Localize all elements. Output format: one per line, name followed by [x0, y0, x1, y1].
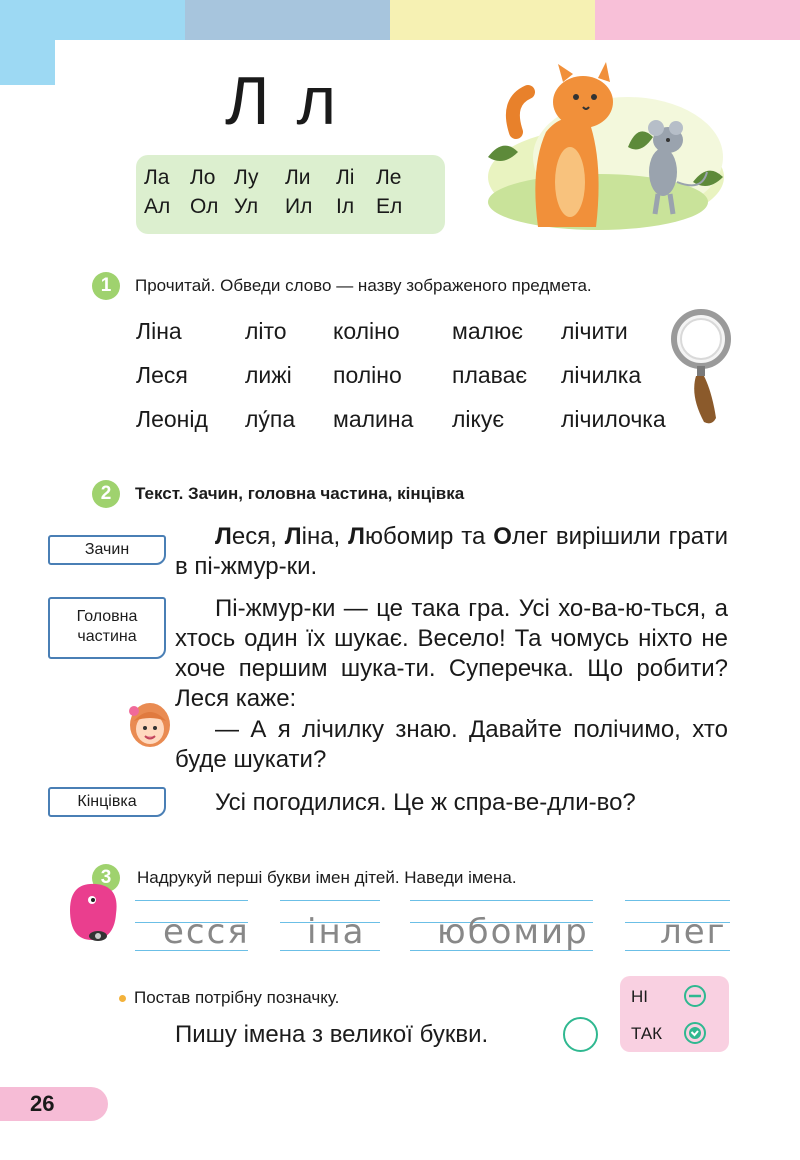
word[interactable]: Ліна [136, 318, 182, 344]
word[interactable]: літо [245, 318, 287, 344]
word[interactable]: коліно [333, 318, 400, 344]
page-title: Л л [225, 63, 341, 139]
bottom-instruction: Постав потрібну позначку. [134, 988, 340, 1007]
syllable: Ле [376, 166, 402, 189]
trace-guide-line [410, 900, 593, 901]
bottom-statement: Пишу імена з великої букви. [175, 1021, 489, 1048]
text-run: еся, [231, 523, 285, 550]
word[interactable]: лічилочка [561, 406, 666, 432]
label-main-line-1: Головна [76, 608, 138, 625]
girl-avatar-icon [128, 697, 172, 753]
bullet-icon [119, 995, 126, 1002]
syllable: Іл [336, 195, 355, 218]
tracing-area [135, 900, 730, 960]
label-ending: Кінцівка [48, 787, 166, 817]
main-paragraph-2: — А я лічилку знаю. Давайте полічимо, хто буде шукати? [175, 716, 728, 773]
trace-word: лег [660, 912, 727, 952]
cat-mouse-illustration [478, 62, 728, 232]
syllable: Ул [234, 195, 259, 218]
label-main-line-2: частина [77, 628, 137, 645]
initial-letter: Л [215, 523, 232, 550]
syllable-row-1 [144, 163, 437, 192]
text-run: юбомир та [364, 523, 494, 550]
initial-letter: Л [348, 523, 365, 550]
magnifier-icon [668, 308, 734, 426]
word[interactable]: малює [452, 318, 524, 344]
word[interactable]: малина [333, 406, 414, 432]
word[interactable]: лічилка [561, 362, 642, 388]
syllable: Лі [336, 166, 355, 189]
word[interactable]: поліно [333, 362, 402, 388]
syllable: Ли [285, 166, 311, 189]
corner-bar [0, 0, 55, 85]
syllable: Лу [234, 166, 259, 189]
word[interactable]: лижі [245, 362, 292, 388]
trace-word: есся [163, 912, 250, 952]
trace-word: юбомир [437, 912, 589, 952]
syllable: Ло [190, 166, 216, 189]
word[interactable]: лічити [561, 318, 628, 344]
word[interactable]: лікує [452, 406, 505, 432]
syllable-row-2 [144, 192, 437, 221]
task-2-heading: Текст. Зачин, головна частина, кінцівка [135, 484, 465, 503]
syllable-table [136, 155, 445, 234]
task-3-number: 3 [92, 864, 120, 892]
check-circle-icon [683, 1021, 707, 1045]
label-main [48, 597, 166, 659]
text-run: іна, [301, 523, 349, 550]
answer-legend [620, 976, 729, 1052]
trace-word: іна [307, 912, 366, 952]
text-run: лег вирішили грати в пі-жмур-ки. [175, 523, 728, 580]
task-2-number: 2 [92, 480, 120, 508]
syllable: Ил [285, 195, 313, 218]
trace-guide-line [625, 900, 730, 901]
syllable: Ел [376, 195, 403, 218]
trace-guide-line [135, 900, 248, 901]
no-label: НІ [631, 987, 648, 1006]
word[interactable]: Леся [136, 362, 188, 388]
yes-label: ТАК [631, 1024, 663, 1043]
task-3-instruction: Надрукуй перші букви імен дітей. Наведи імена. [137, 868, 517, 887]
word[interactable]: лу́па [245, 406, 296, 432]
answer-circle[interactable] [563, 1017, 598, 1052]
ending-paragraph: Усі погодилися. Це ж спра-ве-дли-во? [215, 789, 636, 816]
task-1-number: 1 [92, 272, 120, 300]
word[interactable]: плаває [452, 362, 528, 388]
word[interactable]: Леонід [136, 406, 208, 432]
word-grid [136, 318, 696, 438]
intro-paragraph [175, 522, 728, 582]
trace-guide-line [280, 900, 380, 901]
initial-letter: О [493, 523, 512, 550]
pink-creature-icon [62, 880, 124, 948]
main-paragraph-1: Пі-жмур-ки — це така гра. Усі хо-ва-ю-ться, а хтось один їх шукає. Весело! Та чомусь ніхто не хоче першим шука-ти. Суперечка. Що робити? Леся каже: [175, 595, 728, 712]
top-band-pink [595, 0, 800, 40]
label-intro: Зачин [48, 535, 166, 565]
initial-letter: Л [284, 523, 302, 550]
syllable: Ла [144, 166, 170, 189]
minus-circle-icon [683, 984, 707, 1008]
syllable: Ол [190, 195, 219, 218]
top-band-steel [185, 0, 390, 40]
page-number: 26 [0, 1087, 108, 1121]
syllable: Ал [144, 195, 171, 218]
top-band-yellow [390, 0, 595, 40]
task-1-instruction: Прочитай. Обведи слово — назву зображеного предмета. [135, 276, 592, 295]
